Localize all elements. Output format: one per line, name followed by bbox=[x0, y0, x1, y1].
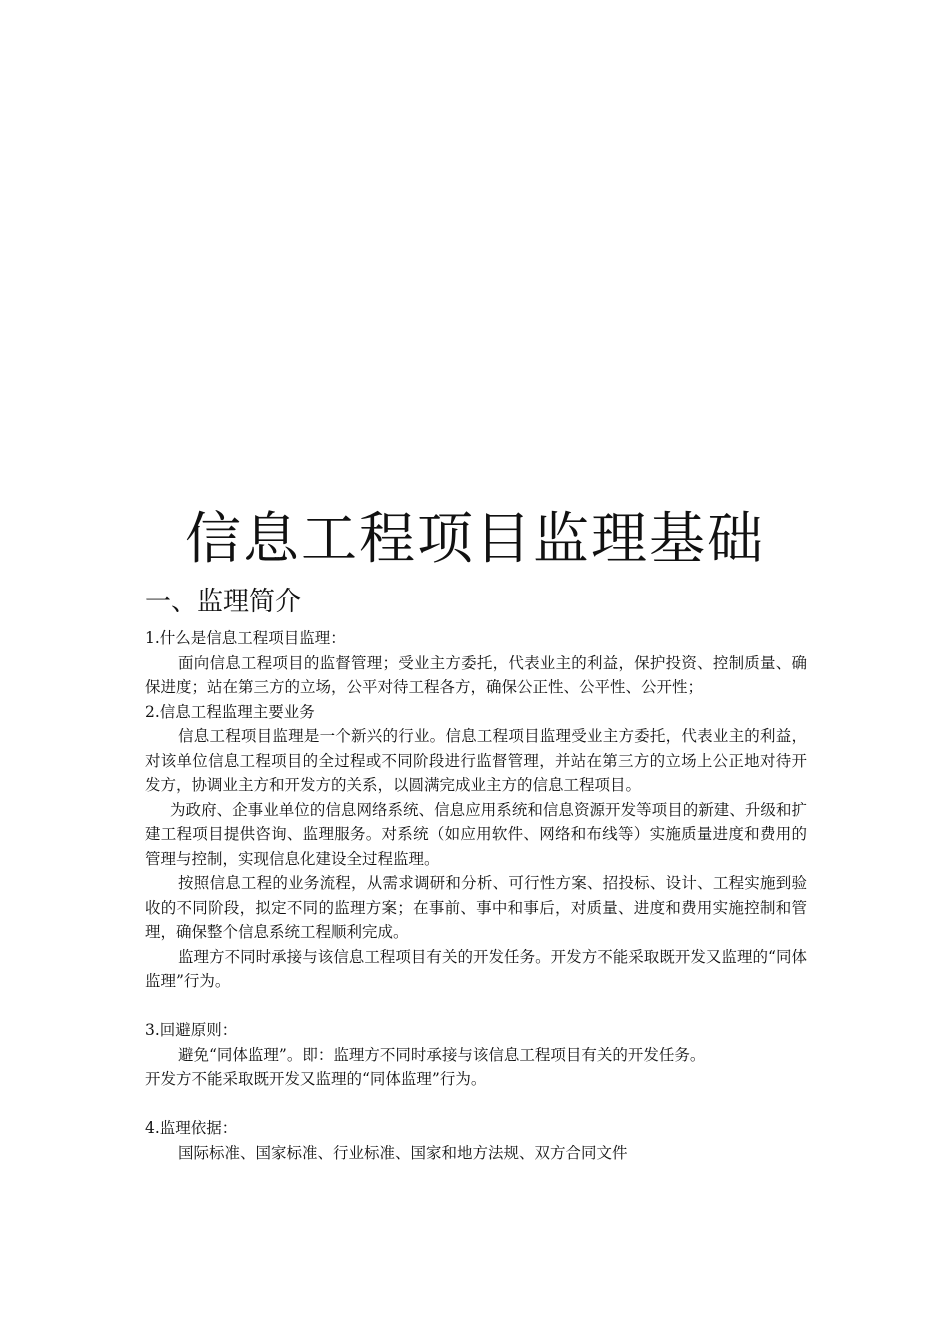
paragraph-avoidance-1: 避免“同体监理”。即：监理方不同时承接与该信息工程项目有关的开发任务。 bbox=[178, 1045, 706, 1064]
spacer bbox=[145, 994, 807, 1019]
question-heading-2: 2.信息工程监理主要业务 bbox=[145, 702, 315, 721]
question-heading-4: 4.监理依据： bbox=[145, 1119, 238, 1137]
section-heading: 一、监理简介 bbox=[145, 587, 302, 617]
question-heading-3: 3.回避原则： bbox=[145, 1021, 238, 1039]
paragraph-basis: 国际标准、国家标准、行业标准、国家和地方法规、双方合同文件 bbox=[178, 1143, 628, 1162]
paragraph-business-1: 信息工程项目监理是一个新兴的行业。信息工程项目监理受业主方委托，代表业主的利益，对该单位信息工程项目的全过程或不同阶段进行监督管理，并站在第三方的立场上公正地对待开发方，协调业主方和开发方的关系，以圆满完成业主方的信息工程项目。 bbox=[145, 727, 807, 794]
paragraph-definition: 面向信息工程项目的监督管理；受业主方委托，代表业主的利益，保护投资、控制质量、确保进度；站在第三方的立场，公平对待工程各方，确保公正性、公平性、公开性； bbox=[145, 653, 807, 696]
question-heading-1: 1.什么是信息工程项目监理： bbox=[145, 629, 346, 647]
paragraph-business-4: 监理方不同时承接与该信息工程项目有关的开发任务。开发方不能采取既开发又监理的“同体监理”行为。 bbox=[145, 947, 807, 990]
spacer bbox=[145, 1092, 807, 1117]
document-body bbox=[145, 626, 807, 1165]
paragraph-avoidance-2: 开发方不能采取既开发又监理的“同体监理”行为。 bbox=[145, 1070, 487, 1088]
paragraph-business-3: 按照信息工程的业务流程，从需求调研和分析、可行性方案、招投标、设计、工程实施到验收的不同阶段，拟定不同的监理方案；在事前、事中和事后，对质量、进度和费用实施控制和管理，确保整个信息系统工程顺利完成。 bbox=[145, 874, 807, 941]
document-title: 信息工程项目监理基础 bbox=[185, 507, 765, 572]
paragraph-business-2: 为政府、企事业单位的信息网络系统、信息应用系统和信息资源开发等项目的新建、升级和扩建工程项目提供咨询、监理服务。对系统（如应用软件、网络和布线等）实施质量进度和费用的管理与控制，实现信息化建设全过程监理。 bbox=[145, 800, 807, 868]
